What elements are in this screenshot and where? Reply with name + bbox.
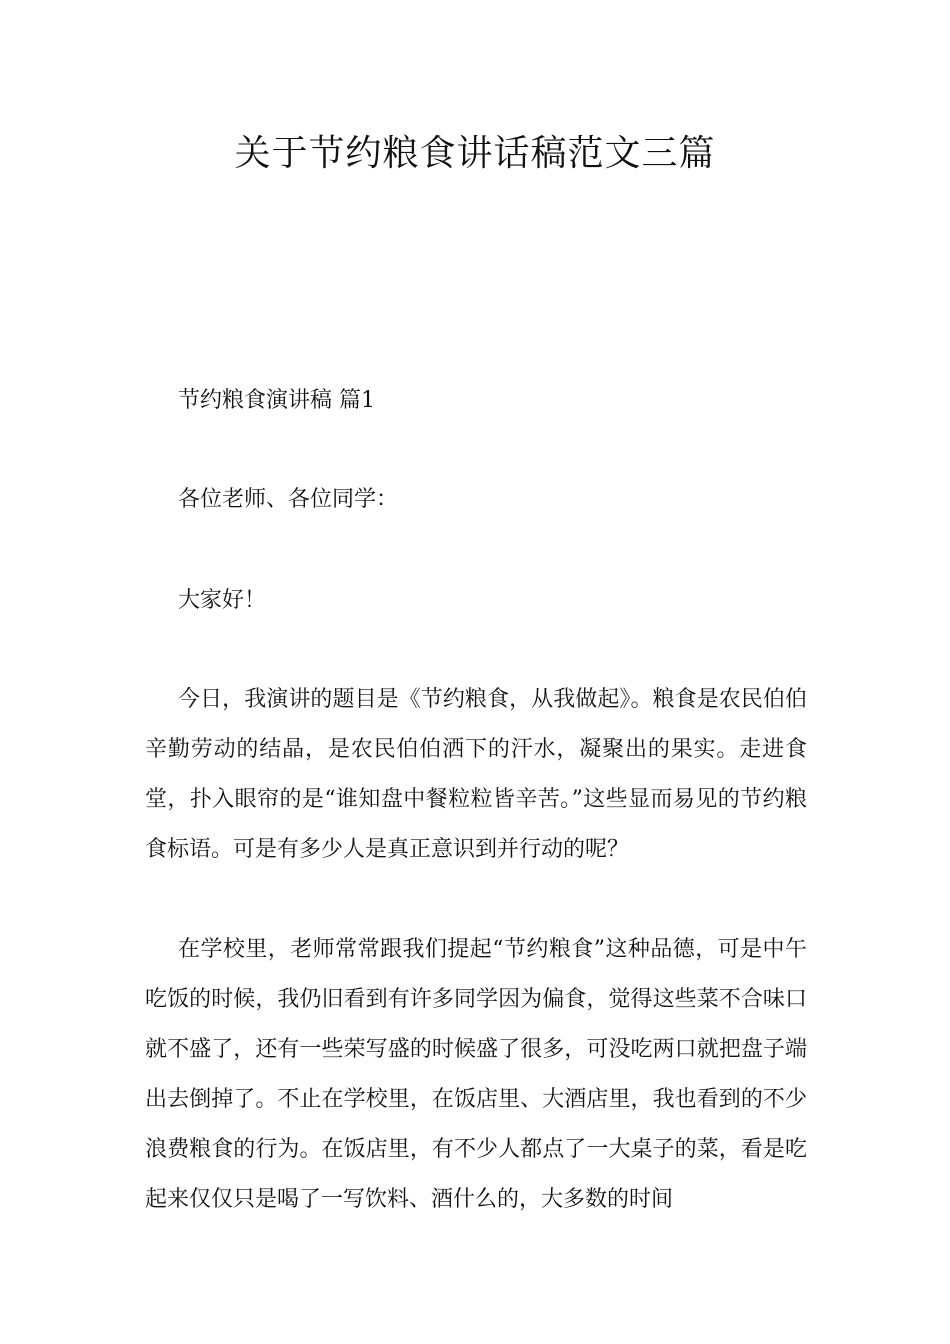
body-paragraph: 在学校里，老师常常跟我们提起“节约粮食”这种品德，可是中午吃饭的时候，我仍旧看到有许多同学因为偏食，觉得这些菜不合味口就不盛了，还有一些荣写盛的时候盛了很多，可没吃两口就把盘子端出去倒掉了。不止在学校里，在饭店里、大酒店里，我也看到的不少浪费粮食的行为。在饭店里，有不少人都点了一大桌子的菜，看是吃起来仅仅只是喝了一写饮料、酒什么的，大多数的时间	[145, 937, 807, 1212]
document-title: 关于节约粮食讲话稿范文三篇	[234, 133, 716, 174]
section-heading: 节约粮食演讲稿 篇1	[178, 388, 375, 413]
salutation: 各位老师、各位同学：	[178, 487, 399, 512]
greeting: 大家好！	[178, 588, 267, 613]
body-paragraph: 今日，我演讲的题目是《节约粮食，从我做起》。粮食是农民伯伯辛勤劳动的结晶，是农民伯伯洒下的汗水，凝聚出的果实。走进食堂，扑入眼帘的是“谁知盘中餐粒粒皆辛苦。”这些显而易见的节约粮食标语。可是有多少人是真正意识到并行动的呢？	[145, 687, 807, 862]
